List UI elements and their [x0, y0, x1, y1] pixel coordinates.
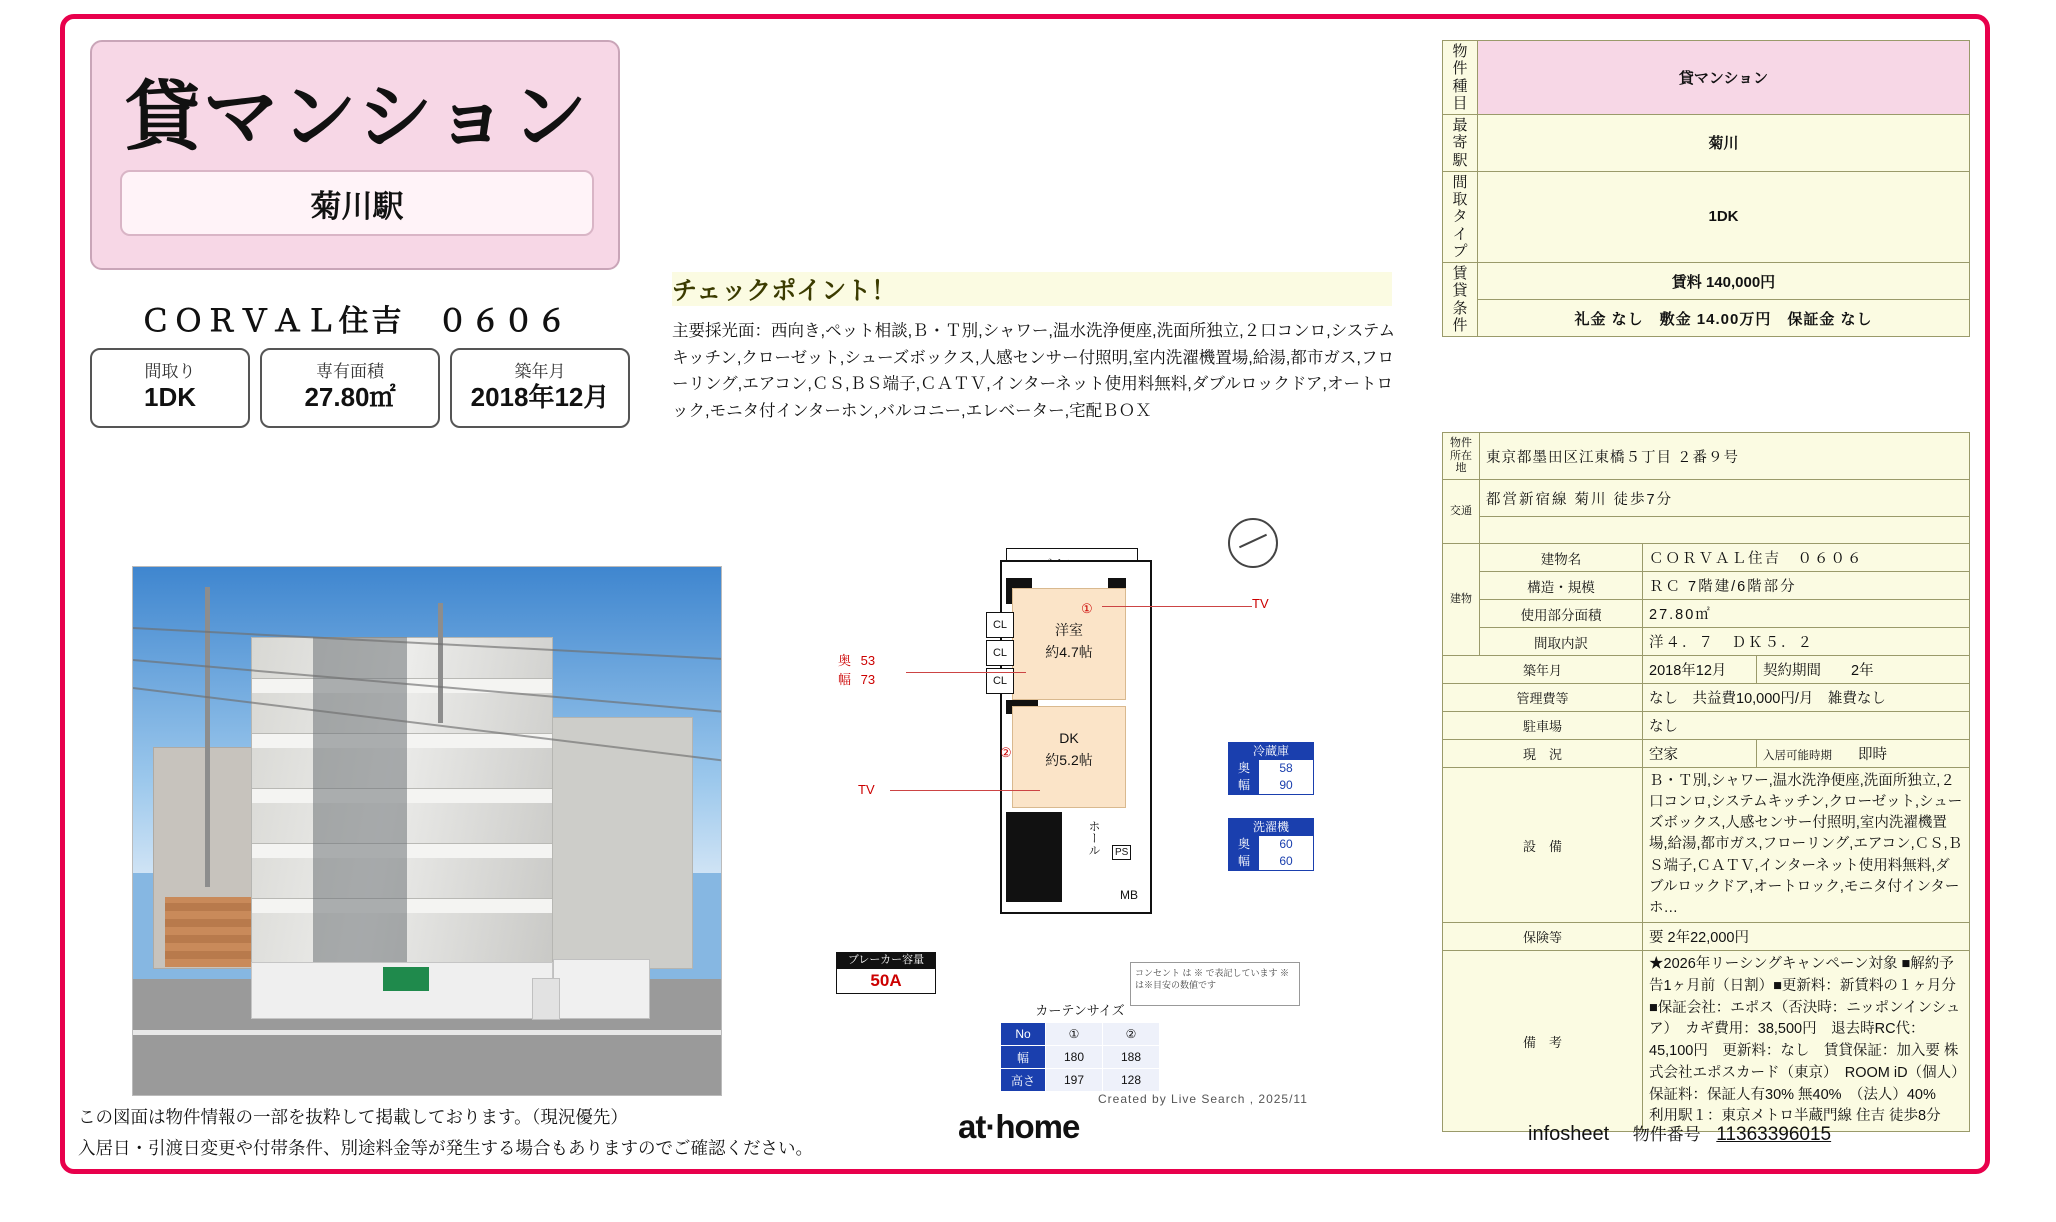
detail-value-remarks: ★2026年リーシングキャンペーン対象 ■解約予告1ヶ月前（日割）■更新料：新賃料の１ヶ月分■保証会社：エポス（否決時：ニッポンインシュア） カギ費用：38,500円 退去時RC代：45,100円 更新料：なし 賃貸保証：加入要 株式会社エポスカード（東京） ROOM iD（個人）保証料：保証人有30% 無40% （法人）40% 利用駅１：東京メトロ半蔵門線 住吉 徒歩8分: [1643, 951, 1970, 1132]
fridge-title: 冷蔵庫: [1229, 743, 1313, 760]
curtain-row-v2: 128: [1103, 1069, 1160, 1092]
photo-shop-sign: [383, 967, 429, 991]
washer-width-value: 60: [1279, 854, 1293, 868]
plan-credit: Created by Live Search , 2025/11: [1098, 1092, 1308, 1106]
photo-road-line: [133, 1030, 721, 1035]
spec-built-label: 築年月: [514, 362, 566, 382]
washer-depth-key: 奥: [1229, 836, 1259, 853]
detail-table: [1442, 432, 1970, 1132]
fridge-depth-value: 58: [1279, 761, 1293, 775]
detail-contract: [1757, 656, 1970, 684]
fridge-width-value: 90: [1279, 778, 1293, 792]
fridge-dimension: [1228, 742, 1314, 795]
breaker-value: 50A: [836, 969, 936, 994]
spec-built: [450, 348, 630, 428]
athome-logo: at·home: [958, 1108, 1080, 1145]
curtain-size: [1000, 1000, 1160, 1092]
window-dimension: [838, 652, 875, 690]
detail-value-built: 2018年12月: [1643, 656, 1757, 684]
detail-value-access: 都営新宿線 菊川 徒歩7分: [1480, 480, 1970, 517]
row-label-station: 最寄駅: [1443, 115, 1478, 172]
photo-brick-wall: [165, 897, 255, 967]
room-western-size: 約4.7帖: [1045, 644, 1093, 660]
detail-value-insurance: 要 2年22,000円: [1643, 923, 1970, 951]
washer-depth-value: 60: [1279, 837, 1293, 851]
building-key-area: 使用部分面積: [1480, 600, 1643, 628]
building-value-rooms: 洋４．７ ＤＫ５．２: [1643, 628, 1970, 656]
title-box: [90, 40, 620, 270]
curtain-row-key: 高さ: [1001, 1069, 1046, 1092]
entrance-label: 玄関: [1066, 890, 1091, 904]
detail-movein: [1757, 740, 1970, 768]
infosheet-label: infosheet: [1528, 1123, 1610, 1145]
detail-key-contract: 契約期間: [1763, 663, 1821, 679]
row-value-type: 貸マンション: [1478, 41, 1970, 115]
curtain-row-v1: 180: [1046, 1046, 1103, 1069]
curtain-row-v1: ①: [1046, 1023, 1103, 1046]
row-value-station: 菊川: [1478, 115, 1970, 172]
washer-width-key: 幅: [1229, 853, 1259, 870]
plan-note: コンセント は ※ で表記しています ※ は※目安の数値です: [1130, 962, 1300, 1006]
building-value-structure: ＲＣ 7階建/6階部分: [1643, 572, 1970, 600]
leader-line: [890, 790, 1040, 791]
spec-layout-label: 間取り: [144, 362, 196, 382]
room-dk-name: DK: [1059, 730, 1079, 746]
compass-icon: [1228, 518, 1278, 568]
ps-label: PS: [1112, 845, 1131, 860]
fridge-width-key: 幅: [1229, 777, 1259, 794]
summary-table: [1442, 40, 1970, 337]
room-dk-size: 約5.2帖: [1045, 752, 1093, 768]
mb-label: MB: [1120, 888, 1138, 902]
closet-icon: CL: [986, 668, 1014, 694]
property-photo: [132, 566, 722, 1096]
plan-wall-block: [1006, 812, 1062, 902]
detail-key-insurance: 保険等: [1443, 923, 1643, 951]
station-badge: 菊川駅: [120, 170, 594, 236]
washer-dimension: [1228, 818, 1314, 871]
building-name: ＣＯＲＶＡＬ住吉 ０６０６: [140, 305, 570, 338]
room-western: [1012, 588, 1126, 700]
detail-key-movein: 入居可能時期: [1763, 750, 1832, 762]
footer-disclaimer: [78, 1102, 813, 1163]
curtain-row-v2: 188: [1103, 1046, 1160, 1069]
spec-row: [90, 348, 630, 428]
curtain-row-key: 幅: [1001, 1046, 1046, 1069]
detail-value-fee: なし 共益費10,000円/月 雑費なし: [1643, 684, 1970, 712]
checkpoint-title: チェックポイント！: [672, 272, 1372, 306]
building-key-rooms: 間取内訳: [1480, 628, 1643, 656]
detail-label-address: 物件所在地: [1443, 433, 1480, 480]
detail-key-built: 築年月: [1443, 656, 1643, 684]
page-title: 貸マンション: [124, 75, 590, 160]
detail-value-parking: なし: [1643, 712, 1970, 740]
detail-value-equip: Ｂ・Ｔ別,シャワー,温水洗浄便座,洗面所独立,２口コンロ,システムキッチン,クローゼット,シューズボックス,人感センサー付照明,室内洗濯機置場,給湯,都市ガス,フローリング,エアコン,ＣＳ,ＢＳ端子,ＣＡＴＶ,インターネット使用料無料,ダブルロックドア,オートロック,モニタ付インターホ…: [1643, 768, 1970, 923]
breaker-title: ブレーカー容量: [836, 952, 936, 969]
detail-key-equip: 設 備: [1443, 768, 1643, 923]
tv-label-1: TV: [1252, 596, 1269, 611]
leader-line: [1102, 606, 1252, 607]
breaker-capacity: [836, 952, 936, 994]
detail-key-remarks: 備 考: [1443, 951, 1643, 1132]
spec-area: [260, 348, 440, 428]
rent-conditions: 礼金 なし 敷金 14.00万円 保証金 なし: [1478, 300, 1970, 337]
detail-value-status: 空家: [1643, 740, 1757, 768]
curtain-row-v1: 197: [1046, 1069, 1103, 1092]
window-depth-key: 奥: [838, 653, 852, 668]
checkpoint-body: 主要採光面：西向き,ペット相談,Ｂ・Ｔ別,シャワー,温水洗浄便座,洗面所独立,２口コンロ,システムキッチン,クローゼット,シューズボックス,人感センサー付照明,室内洗濯機置場,給湯,都市ガス,フローリング,エアコン,ＣＳ,ＢＳ端子,ＣＡＴＶ,インターネット使用料無料,ダブルロックドア,オートロック,モニタ付インターホン,バルコニー,エレベーター,宅配ＢＯＸ: [672, 322, 1396, 421]
row-label-type: 物件種目: [1443, 41, 1478, 115]
tv-label-2: TV: [858, 782, 875, 797]
photo-utility-pole-2: [438, 603, 443, 723]
rent-amount: 賃料 140,000円: [1478, 263, 1970, 300]
detail-value-movein: 即時: [1858, 747, 1888, 763]
detail-value-contract: 2年: [1851, 663, 1874, 679]
window-width-value: 73: [860, 671, 876, 687]
curtain-row-v2: ②: [1103, 1023, 1160, 1046]
property-number-label: 物件番号: [1632, 1125, 1701, 1144]
marker-1: ①: [1081, 601, 1093, 616]
photo-truck: [553, 959, 650, 1019]
row-label-layout: 間取タイプ: [1443, 171, 1478, 262]
detail-value-address: 東京都墨田区江東橋５丁目 ２番９号: [1480, 433, 1970, 480]
room-western-name: 洋室: [1055, 622, 1083, 638]
detail-access-blank: [1480, 517, 1970, 544]
building-value-area: 27.80㎡: [1643, 600, 1970, 628]
marker-2: ②: [1000, 745, 1012, 760]
row-value-layout: 1DK: [1478, 171, 1970, 262]
building-key-structure: 構造・規模: [1480, 572, 1643, 600]
building-key-name: 建物名: [1480, 544, 1643, 572]
fridge-depth-key: 奥: [1229, 760, 1259, 777]
curtain-title: カーテンサイズ: [1035, 1003, 1125, 1018]
detail-label-access: 交通: [1443, 480, 1480, 544]
detail-key-status: 現 況: [1443, 740, 1643, 768]
closet-icon: CL: [986, 612, 1014, 638]
window-width-key: 幅: [838, 671, 852, 687]
spec-built-value: 2018年12月: [470, 381, 610, 412]
room-dk: [1012, 706, 1126, 808]
footer-right: [1528, 1120, 1831, 1146]
row-label-rent: 賃貸条件: [1443, 263, 1478, 337]
window-depth-value: 53: [860, 653, 876, 668]
detail-key-parking: 駐車場: [1443, 712, 1643, 740]
photo-building-shadow: [313, 637, 407, 967]
property-number-value: 11363396015: [1716, 1124, 1832, 1145]
detail-key-fee: 管理費等: [1443, 684, 1643, 712]
spec-area-value: 27.80㎡: [304, 381, 396, 412]
footer-line-1: この図面は物件情報の一部を抜粋して掲載しております。（現況優先）: [78, 1107, 628, 1127]
detail-label-building: 建物: [1443, 544, 1480, 656]
footer-line-2: 入居日・引渡日変更や付帯条件、別途料金等が発生する場合もありますのでご確認ください。: [78, 1137, 813, 1158]
leader-line: [906, 672, 1026, 673]
hall-label: ホール: [1087, 820, 1101, 856]
washer-title: 洗濯機: [1229, 819, 1313, 836]
building-value-name: ＣＯＲＶＡＬ住吉 ０６０６: [1643, 544, 1970, 572]
curtain-row-key: No: [1001, 1023, 1046, 1046]
spec-layout: [90, 348, 250, 428]
closet-icon: CL: [986, 640, 1014, 666]
spec-layout-value: 1DK: [143, 381, 196, 412]
spec-area-label: 専有面積: [316, 362, 384, 382]
